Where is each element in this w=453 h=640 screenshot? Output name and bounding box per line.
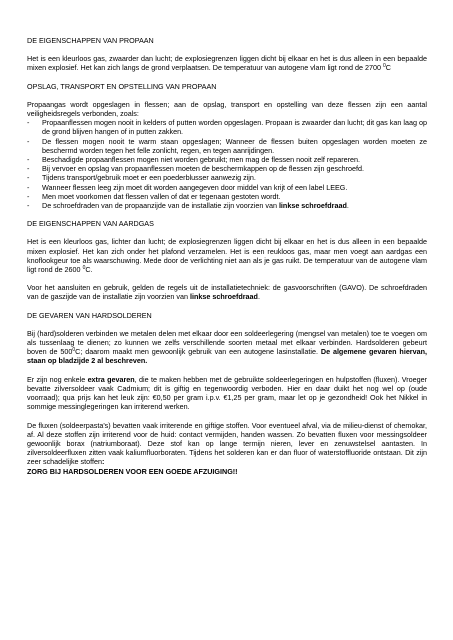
dash: - [27, 201, 30, 211]
emphasis-text: De algemene gevaren hiervan, staan op bladzijde 2 al beschreven. [27, 347, 427, 366]
superscript: 0 [72, 347, 76, 354]
list-item [27, 164, 427, 173]
superscript: 0 [383, 63, 386, 70]
paragraph-extra-gevaren [27, 375, 427, 412]
dash: - [27, 164, 30, 174]
heading-propaan: DE EIGENSCHAPPEN VAN PROPAAN [27, 36, 154, 45]
list-item [27, 155, 427, 164]
text: Het is een kleurloos gas, zwaarder dan lucht; de explosiegrenzen liggen dicht bij elkaar en het is dus alleen in een bepaalde mixen explosief. Het kan zich langs de grond verplaatsen. De temperatuur van autogene vlam ligt rond de 2700 [27, 54, 427, 73]
emphasis-text: linkse schroefdraad [278, 201, 347, 211]
paragraph-aardgas-rules [27, 283, 427, 301]
emphasis-text: extra gevaren [87, 374, 135, 384]
superscript: 0 [82, 265, 86, 272]
list-item-text: Beschadigde propaanflessen mogen niet worden gebruikt; men mag de flessen nooit zelf repareren. [42, 155, 361, 165]
list-item [27, 201, 427, 210]
list-item-text: De schroefdraden van de propaanzijde van de installatie zijn voorzien van [42, 201, 279, 211]
list-item [27, 137, 427, 155]
list-item-text: Wanneer flessen leeg zijn moet dit worden aangegeven door middel van krijt of een label LEEG. [42, 182, 348, 192]
dash: - [27, 173, 30, 183]
final-warning [27, 467, 427, 476]
paragraph-hardsolderen-intro [27, 329, 427, 366]
text: Er zijn nog enkele [27, 374, 88, 384]
list-item-text: Propaanflessen mogen nooit in kelders of putten worden opgeslagen. Propaan is zwaarder dan lucht; dit gas kan laag op de grond blijven hangen of in putten zakken. [42, 118, 427, 137]
paragraph-propaan-properties [27, 54, 427, 72]
list-item-text: De flessen mogen nooit te warm staan opgeslagen; Wanneer de flessen buiten opgeslagen worden moeten ze beschermd worden tegen het felle zonlicht, regen, en tegen aanrijdingen. [42, 136, 427, 155]
text: Bij (hard)solderen verbinden we metalen delen met elkaar door een soldeerlegering (mengsel van metalen) toe te voegen om als tussenlaag te dienen; zo kunnen we zelfs verschillende soorten metaal met elkaar verbinden. Hardsolderen gebeurt boven de 500 [27, 328, 427, 357]
list-item [27, 192, 427, 201]
punctuation: . [346, 201, 349, 211]
unit: C [385, 63, 391, 73]
list-item [27, 183, 427, 192]
list-item [27, 173, 427, 182]
punctuation: : [101, 457, 105, 467]
dash: - [27, 136, 30, 146]
dash: - [27, 191, 30, 201]
list-item-text: Bij vervoer en opslag van propaanflessen moeten de beschermkappen op de flessen zijn geschroefd. [42, 164, 365, 174]
list-item-text: Men moet voorkomen dat flessen vallen of dat er tegenaan gestoten wordt. [42, 191, 281, 201]
dash: - [27, 118, 30, 128]
heading-aardgas: DE EIGENSCHAPPEN VAN AARDGAS [27, 219, 154, 229]
heading-hardsolderen: DE GEVAREN VAN HARDSOLDEREN [27, 310, 152, 320]
punctuation: . [257, 292, 260, 302]
text: Het is een kleurloos gas, lichter dan lucht; de explosiegrenzen liggen dicht bij elkaar en het is dus alleen in een bepaalde mixen explosief. Het kan zich onder het plafond verzamelen. Het is een reukloos gas, maar men voegt aan aardgas een knoflookgeur toe als waarschuwing. Mede door de verlichting niet aan als je gas ruikt. De temperatuur van de autogene vlam ligt rond de 2600 [27, 237, 427, 275]
text: De fluxen (soldeerpasta's) bevatten vaak irriterende en giftige stoffen. Voor eventueel afval, via de milieu-dienst of chemokar, af. Al deze stoffen zijn irriterend voor de huid: contact vermijden, handen wassen. Zo bevatten fluxen voor messingsoldeer gewoonlijk borax (natriumboraat). Deze stof kan op lange termijn nieren, lever en zenuwstelsel aantasten. In zilversoldeerfluxen zitten vaak kaliumfluorboraten. Tijdens het solderen kan er dan fluor of waterstoffluoride ontstaan. Dit zijn zeer schadelijke stoffen [27, 420, 427, 467]
warning-text: ZORG BIJ HARDSOLDEREN VOOR EEN GOEDE AFZUIGING!! [27, 466, 238, 476]
paragraph-aardgas-properties [27, 237, 427, 274]
heading-opslag: OPSLAG, TRANSPORT EN OPSTELLING VAN PROPAAN [27, 81, 217, 91]
dash: - [27, 182, 30, 192]
text: C; daarom maakt men gewoonlijk gebruik van een autogene lasinstallatie. [75, 347, 321, 357]
text: , die te maken hebben met de gebruikte soldeerlegeringen en hulpstoffen (fluxen). Vroeger bevatte zilversoldeer vaak Cadmium; dit is giftig en tegenwoordig verboden. Hier en daar duikt het nog wel op (oude voorraad); qua prijs kan het leuk zijn: €0,50 per gram i.p.v. €1,25 per gram, maar let op je gezondheid! Ook het Nikkel in sommige messinglegeringen kan irriterend werken. [27, 374, 428, 412]
emphasis-text: linkse schroefdraad [190, 292, 258, 302]
text: Voor het aansluiten en gebruik, gelden de regels uit de installatietechniek: de gasvoorschriften (GAVO). De schroefdraden van de gaszijde van de installatie zijn voorzien van [27, 283, 427, 302]
safety-rules-list [27, 118, 427, 210]
list-item-text: Tijdens transport/gebruik moet er een poederblusser aanwezig zijn. [42, 173, 256, 183]
list-item [27, 118, 427, 136]
dash: - [27, 155, 30, 165]
paragraph-fluxen [27, 421, 427, 467]
paragraph-opslag-intro: Propaangas wordt opgeslagen in flessen; aan de opslag, transport en opstelling van deze flessen zijn een aantal veiligheidsregels verbonden, zoals: [27, 99, 427, 119]
unit: C. [85, 265, 93, 275]
